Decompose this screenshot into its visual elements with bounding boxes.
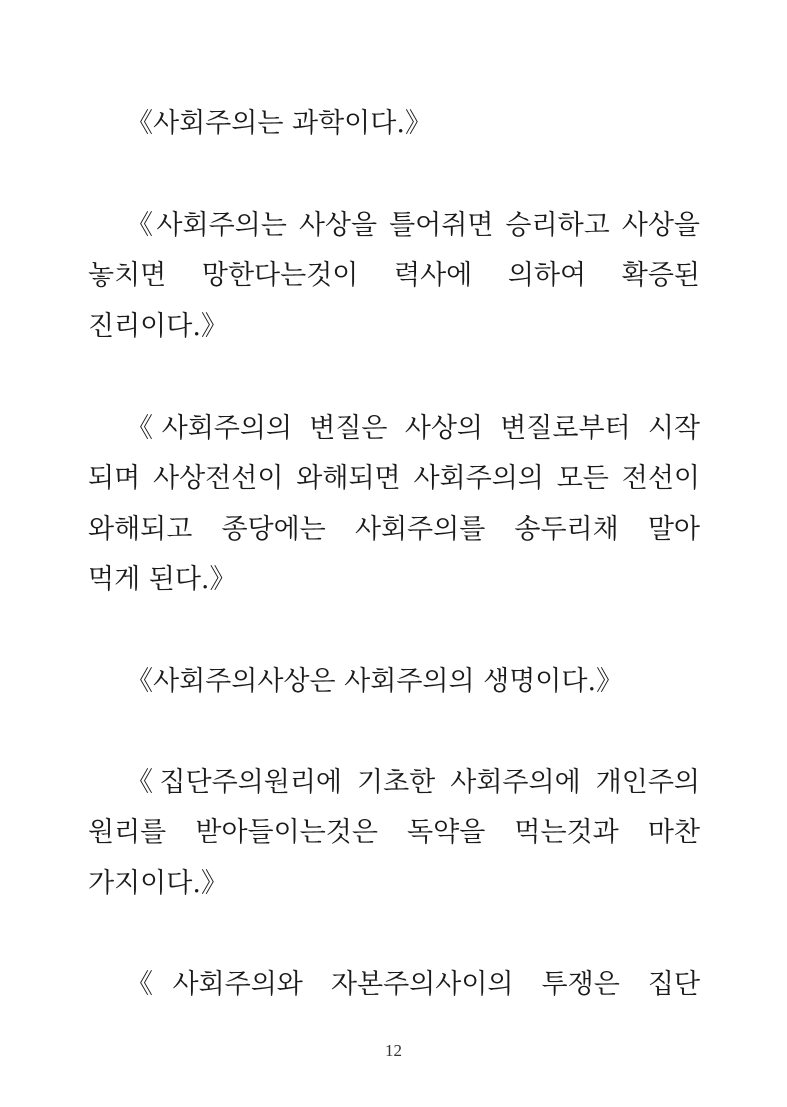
paragraph-3-line-3: 와해되고 종당에는 사회주의를 송두리채 말아 xyxy=(88,514,700,545)
paragraph-1-line-1: 《사회주의는 과학이다.》 xyxy=(126,108,432,139)
paragraph-4-line-1: 《사회주의사상은 사회주의의 생명이다.》 xyxy=(126,666,624,697)
paragraph-2-line-1: 《사회주의는 사상을 틀어쥐면 승리하고 사상을 xyxy=(126,210,700,241)
paragraph-3-line-2: 되며 사상전선이 와해되면 사회주의의 모든 전선이 xyxy=(88,463,700,494)
paragraph-3-line-1: 《사회주의의 변질은 사상의 변질로부터 시작 xyxy=(126,413,700,444)
paragraph-6-line-1: 《사회주의와 자본주의사이의 투쟁은 집단 xyxy=(126,969,700,1000)
paragraph-2-line-2: 놓치면 망한다는것이 력사에 의하여 확증된 xyxy=(88,260,700,291)
paragraph-5-line-2: 원리를 받아들이는것은 독약을 먹는것과 마찬 xyxy=(88,817,700,848)
paragraph-2-line-3: 진리이다.》 xyxy=(88,311,228,342)
paragraph-5-line-1: 《집단주의원리에 기초한 사회주의에 개인주의 xyxy=(126,767,700,798)
page-number: 12 xyxy=(385,1041,402,1060)
paragraph-3-line-4: 먹게 된다.》 xyxy=(88,564,237,595)
paragraph-5-line-3: 가지이다.》 xyxy=(88,868,228,899)
